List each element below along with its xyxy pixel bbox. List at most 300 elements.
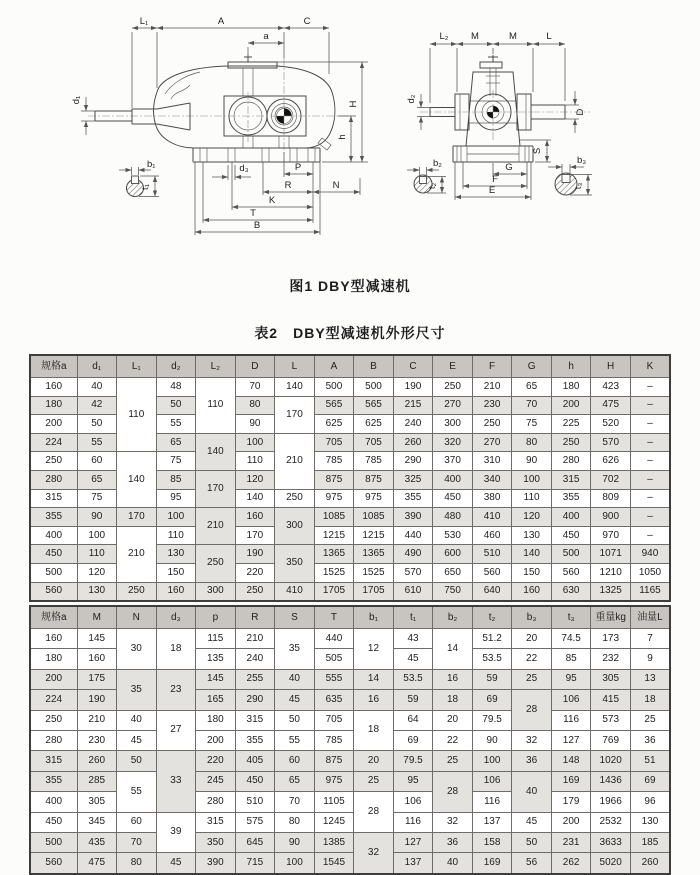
cell: 250 <box>472 415 512 434</box>
dim-label-C: C <box>303 16 311 27</box>
cell: 1020 <box>591 751 631 771</box>
cell: 170 <box>275 396 315 433</box>
cell: 215 <box>393 396 433 415</box>
cell: 28 <box>512 690 552 731</box>
cell: 106 <box>393 792 433 812</box>
header-row <box>30 606 670 629</box>
cell: 440 <box>314 629 354 649</box>
cell: 260 <box>77 751 117 771</box>
cell: 220 <box>235 563 275 582</box>
cell: 210 <box>472 378 512 397</box>
cell: 56 <box>512 853 552 874</box>
figure-caption: 图1 DBY型减速机 <box>289 278 411 294</box>
column-header: D <box>235 355 275 378</box>
cell: 120 <box>512 508 552 527</box>
cell: 1085 <box>354 508 394 527</box>
cell: 145 <box>196 669 236 689</box>
cell: 785 <box>314 730 354 750</box>
column-header: 油量L <box>630 606 670 629</box>
cell: – <box>630 526 670 545</box>
cell: 25 <box>630 710 670 730</box>
cell: 55 <box>117 771 157 812</box>
cell: 809 <box>591 489 631 508</box>
cell: 170 <box>196 470 236 507</box>
key-section-b2t2 <box>407 158 446 193</box>
cell: 560 <box>472 563 512 582</box>
column-header: N <box>117 606 157 629</box>
cell: 22 <box>433 730 473 750</box>
column-header: C <box>393 355 433 378</box>
cell: 400 <box>433 470 473 489</box>
cell: 1071 <box>591 545 631 564</box>
dim-label-G: G <box>505 162 513 173</box>
cell: 80 <box>512 433 552 452</box>
cell: 570 <box>591 433 631 452</box>
table-row <box>30 832 670 852</box>
cell: 410 <box>472 508 512 527</box>
cell: 475 <box>77 853 117 874</box>
cell: – <box>630 433 670 452</box>
base-end-view <box>453 146 533 162</box>
cell: 300 <box>196 582 236 601</box>
cell: 160 <box>156 582 196 601</box>
cell: 355 <box>551 489 591 508</box>
cell: 635 <box>314 690 354 710</box>
dim-label-M-right: M <box>509 31 517 42</box>
cell: 75 <box>512 415 552 434</box>
cell: 90 <box>77 508 117 527</box>
cell: 173 <box>591 629 631 649</box>
column-header: E <box>433 355 473 378</box>
cell: 80 <box>235 396 275 415</box>
cell: 137 <box>393 853 433 874</box>
cell: 705 <box>314 710 354 730</box>
dim-label-A: A <box>217 16 225 27</box>
dim-label-a: a <box>263 31 269 42</box>
left-view <box>71 16 368 235</box>
cell: 530 <box>433 526 473 545</box>
cell: 23 <box>156 669 196 710</box>
cell: 137 <box>472 812 512 832</box>
cell: 250 <box>196 545 236 582</box>
cell: 95 <box>156 489 196 508</box>
cell: 18 <box>354 710 394 751</box>
cell: 170 <box>117 508 157 527</box>
cell: 75 <box>156 452 196 471</box>
cell: 220 <box>196 751 236 771</box>
cell: 70 <box>275 792 315 812</box>
cell: 480 <box>433 508 473 527</box>
dim-label-d2: d₂ <box>406 94 417 104</box>
cell: 500 <box>551 545 591 564</box>
cell: 600 <box>433 545 473 564</box>
cell: 450 <box>235 771 275 791</box>
table-row <box>30 452 670 471</box>
cell: 100 <box>512 470 552 489</box>
cell: 250 <box>275 489 315 508</box>
cell: 423 <box>591 378 631 397</box>
cell: 36 <box>433 832 473 852</box>
cell: 51 <box>630 751 670 771</box>
cell: 1365 <box>354 545 394 564</box>
cell: 900 <box>591 508 631 527</box>
cell: 33 <box>156 751 196 812</box>
dim-label-t2: t₂ <box>427 182 438 190</box>
cell: 40 <box>77 378 117 397</box>
cell: 170 <box>235 526 275 545</box>
cell: 60 <box>77 452 117 471</box>
dim-label-L1: L₁ <box>139 16 149 27</box>
cell: 20 <box>512 629 552 649</box>
cell: 310 <box>472 452 512 471</box>
cell: 40 <box>512 771 552 812</box>
cell: 325 <box>393 470 433 489</box>
cell: 79.5 <box>393 751 433 771</box>
cell: 250 <box>117 582 157 601</box>
cell: 1210 <box>591 563 631 582</box>
cell: 100 <box>275 853 315 874</box>
cell: 1525 <box>354 563 394 582</box>
cell: 140 <box>275 378 315 397</box>
cell: 705 <box>314 433 354 452</box>
cell: 435 <box>77 832 117 852</box>
cell: 460 <box>472 526 512 545</box>
column-header: d₃ <box>156 606 196 629</box>
cell: – <box>630 489 670 508</box>
cell: 48 <box>156 378 196 397</box>
cell: 270 <box>472 433 512 452</box>
cell: 120 <box>235 470 275 489</box>
cell: 785 <box>314 452 354 471</box>
column-header: t₃ <box>551 606 591 629</box>
cell: 127 <box>393 832 433 852</box>
table-row <box>30 508 670 527</box>
cell: 14 <box>354 669 394 689</box>
cell: 305 <box>591 669 631 689</box>
cell: 210 <box>235 629 275 649</box>
cell: 96 <box>630 792 670 812</box>
cell: 40 <box>433 853 473 874</box>
cell: 970 <box>591 526 631 545</box>
cell: 260 <box>393 433 433 452</box>
cell: 28 <box>433 771 473 812</box>
column-header: 重量kg <box>591 606 631 629</box>
column-header: H <box>591 355 631 378</box>
cell: 640 <box>472 582 512 601</box>
keyway <box>420 177 427 184</box>
cell: 190 <box>393 378 433 397</box>
cell: 405 <box>235 751 275 771</box>
table-row <box>30 771 670 791</box>
cell: 55 <box>275 730 315 750</box>
cell: 32 <box>354 832 394 873</box>
cell: 13 <box>630 669 670 689</box>
cell: 32 <box>433 812 473 832</box>
figure-drawing <box>0 0 700 252</box>
cell: 110 <box>512 489 552 508</box>
cell: 230 <box>472 396 512 415</box>
cell: 285 <box>77 771 117 791</box>
cell: 231 <box>551 832 591 852</box>
table-row <box>30 751 670 771</box>
cell: 60 <box>117 812 157 832</box>
table-row <box>30 812 670 832</box>
dim-label-b3: b₃ <box>577 155 587 166</box>
cell: 14 <box>433 629 473 670</box>
cell: 380 <box>472 489 512 508</box>
cell: 560 <box>30 853 77 874</box>
dim-label-t1: t₁ <box>140 184 151 190</box>
cell: 1436 <box>591 771 631 791</box>
column-header: d₁ <box>77 355 117 378</box>
dim-label-t3: t₃ <box>573 182 584 190</box>
cell: 565 <box>354 396 394 415</box>
table2 <box>29 605 671 875</box>
cell: 224 <box>30 690 77 710</box>
cell: 90 <box>275 832 315 852</box>
cell: 27 <box>156 710 196 751</box>
cell: 32 <box>512 730 552 750</box>
cell: 90 <box>235 415 275 434</box>
cell: 69 <box>630 771 670 791</box>
cell: 110 <box>235 452 275 471</box>
cell: 55 <box>77 433 117 452</box>
dim-label-T: T <box>250 208 256 219</box>
cell: 1325 <box>591 582 631 601</box>
right-view <box>406 31 592 200</box>
cell: 106 <box>472 771 512 791</box>
cell: 240 <box>393 415 433 434</box>
cell: 165 <box>196 690 236 710</box>
cell: 148 <box>551 751 591 771</box>
cell: 520 <box>591 415 631 434</box>
top-cap-end <box>480 62 502 68</box>
dim-label-b1: b₁ <box>147 159 156 170</box>
cell: 18 <box>630 690 670 710</box>
cell: 127 <box>551 730 591 750</box>
cell: 702 <box>591 470 631 489</box>
cell: 110 <box>117 378 157 452</box>
cell: 440 <box>393 526 433 545</box>
cell: 16 <box>354 690 394 710</box>
cell: 50 <box>275 710 315 730</box>
cell: 90 <box>512 452 552 471</box>
cell: 500 <box>30 832 77 852</box>
cell: 355 <box>235 730 275 750</box>
base-plate <box>193 148 320 162</box>
cell: 565 <box>314 396 354 415</box>
cell: 785 <box>354 452 394 471</box>
cell: 560 <box>30 582 77 601</box>
column-header: K <box>630 355 670 378</box>
cell: 250 <box>30 710 77 730</box>
cell: 875 <box>314 470 354 489</box>
cell: 70 <box>117 832 157 852</box>
cell: 290 <box>393 452 433 471</box>
cell: 55 <box>156 415 196 434</box>
dim-label-d1: d₁ <box>71 95 82 105</box>
cell: 573 <box>591 710 631 730</box>
cell: 300 <box>433 415 473 434</box>
cell: 135 <box>196 649 236 669</box>
key-section-b3t3 <box>548 155 592 195</box>
cell: 975 <box>314 771 354 791</box>
cell: 510 <box>235 792 275 812</box>
cell: 355 <box>393 489 433 508</box>
column-header: b₁ <box>354 606 394 629</box>
cell: 625 <box>314 415 354 434</box>
cell: 190 <box>77 690 117 710</box>
cell: 59 <box>472 669 512 689</box>
cell: 45 <box>156 853 196 874</box>
cell: 75 <box>77 489 117 508</box>
cell: 16 <box>433 669 473 689</box>
cell: 70 <box>512 396 552 415</box>
cell: 65 <box>77 470 117 489</box>
cell: 70 <box>235 378 275 397</box>
cell: 280 <box>551 452 591 471</box>
cell: 18 <box>156 629 196 670</box>
cell: 390 <box>393 508 433 527</box>
cell: 626 <box>591 452 631 471</box>
cell: 180 <box>30 649 77 669</box>
dim-label-E: E <box>488 185 496 196</box>
cell: 60 <box>275 751 315 771</box>
cell: – <box>630 508 670 527</box>
cell: 300 <box>275 508 315 545</box>
cell: 240 <box>235 649 275 669</box>
cell: 65 <box>275 771 315 791</box>
cell: 53.5 <box>472 649 512 669</box>
cell: 130 <box>77 582 117 601</box>
cell: 25 <box>433 751 473 771</box>
cell: 3633 <box>591 832 631 852</box>
cell: 140 <box>117 452 157 508</box>
column-header: h <box>551 355 591 378</box>
cell: 20 <box>433 710 473 730</box>
cell: 85 <box>156 470 196 489</box>
cell: 450 <box>551 526 591 545</box>
key-section-b1t1 <box>119 159 159 197</box>
cell: 51.2 <box>472 629 512 649</box>
column-header: p <box>196 606 236 629</box>
cell: 45 <box>275 690 315 710</box>
cell: 290 <box>235 690 275 710</box>
table1 <box>29 354 671 602</box>
cell: 230 <box>77 730 117 750</box>
cell: – <box>630 470 670 489</box>
cell: 150 <box>156 563 196 582</box>
cell: 40 <box>117 710 157 730</box>
cell: 210 <box>196 508 236 545</box>
cell: 975 <box>314 489 354 508</box>
cell: 315 <box>30 489 77 508</box>
cell: 85 <box>551 649 591 669</box>
cell: 53.5 <box>393 669 433 689</box>
column-header: 规格a <box>30 606 77 629</box>
dim-label-b2: b₂ <box>433 158 442 169</box>
cell: 64 <box>393 710 433 730</box>
cell: 370 <box>433 452 473 471</box>
cell: 1525 <box>314 563 354 582</box>
cell: 250 <box>30 452 77 471</box>
cell: 280 <box>196 792 236 812</box>
cell: 30 <box>117 629 157 670</box>
cell: 1215 <box>354 526 394 545</box>
cell: 115 <box>196 629 236 649</box>
cell: 12 <box>354 629 394 670</box>
cell: 180 <box>551 378 591 397</box>
cell: 975 <box>354 489 394 508</box>
cell: 560 <box>551 563 591 582</box>
cell: 1705 <box>314 582 354 601</box>
cell: 116 <box>472 792 512 812</box>
dim-label-d3: d₃ <box>239 163 249 174</box>
keyway <box>562 175 570 183</box>
column-header: L₂ <box>196 355 236 378</box>
cell: 705 <box>354 433 394 452</box>
cell: 500 <box>354 378 394 397</box>
column-header: d₂ <box>156 355 196 378</box>
cell: 100 <box>472 751 512 771</box>
cell: 875 <box>354 470 394 489</box>
cell: 200 <box>30 415 77 434</box>
cell: 1050 <box>630 563 670 582</box>
cell: 65 <box>512 378 552 397</box>
cell: 100 <box>77 526 117 545</box>
dimension-table-1 <box>29 354 671 602</box>
cell: 180 <box>196 710 236 730</box>
cell: 116 <box>551 710 591 730</box>
column-header: G <box>512 355 552 378</box>
column-header: b₂ <box>433 606 473 629</box>
table-row <box>30 669 670 689</box>
cell: 262 <box>551 853 591 874</box>
cell: 35 <box>275 629 315 670</box>
cell: 505 <box>314 649 354 669</box>
dimension-table-2 <box>29 605 671 875</box>
dim-label-K: K <box>268 195 276 206</box>
cell: 280 <box>30 730 77 750</box>
table-row <box>30 710 670 730</box>
cell: 160 <box>30 629 77 649</box>
cell: 210 <box>77 710 117 730</box>
cell: 140 <box>512 545 552 564</box>
cell: 450 <box>30 545 77 564</box>
cell: – <box>630 415 670 434</box>
cell: 200 <box>551 812 591 832</box>
cell: 45 <box>393 649 433 669</box>
dim-label-R: R <box>284 180 292 191</box>
cell: 475 <box>591 396 631 415</box>
cell: 50 <box>512 832 552 852</box>
table-row <box>30 526 670 545</box>
column-header: 规格a <box>30 355 77 378</box>
cell: 65 <box>156 433 196 452</box>
cell: 1245 <box>314 812 354 832</box>
dim-label-L: L <box>546 31 552 42</box>
cell: 74.5 <box>551 629 591 649</box>
cell: 18 <box>433 690 473 710</box>
cell: 570 <box>393 563 433 582</box>
cell: 769 <box>591 730 631 750</box>
cell: 940 <box>630 545 670 564</box>
column-header: T <box>314 606 354 629</box>
cell: 400 <box>30 526 77 545</box>
cell: 80 <box>275 812 315 832</box>
cell: – <box>630 396 670 415</box>
cell: 79.5 <box>472 710 512 730</box>
